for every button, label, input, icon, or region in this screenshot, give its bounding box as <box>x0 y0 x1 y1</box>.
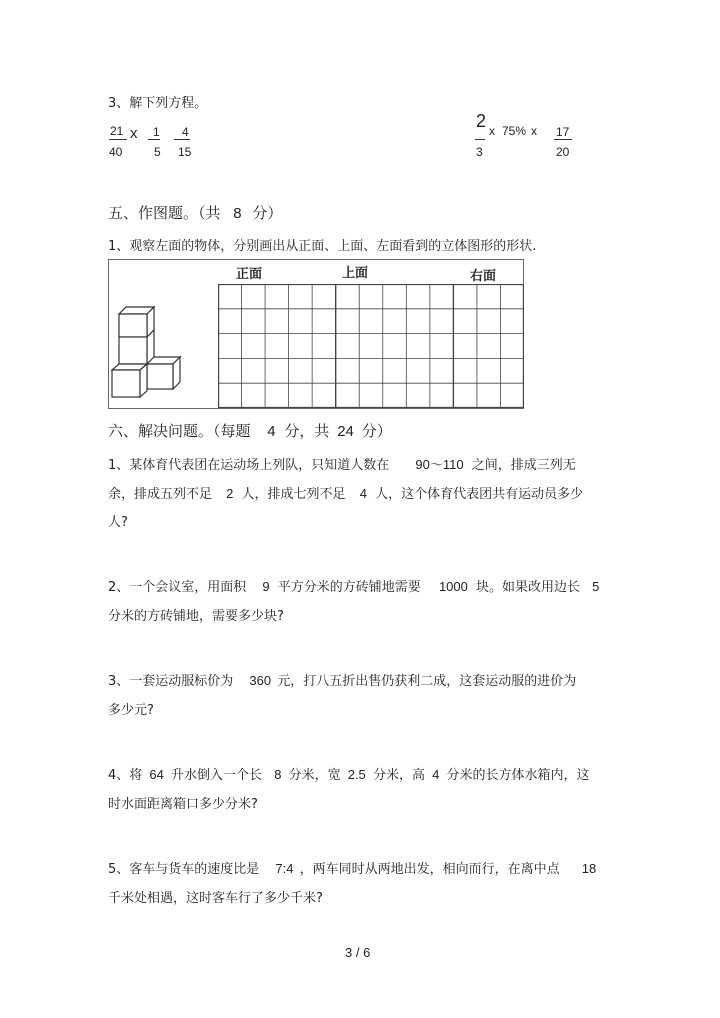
q1-number-1: 2 <box>226 486 234 501</box>
q3-text-a: 3、一套运动服标价为 <box>108 674 234 689</box>
q2-line-1 <box>108 576 599 595</box>
q4-width: 2.5 <box>347 767 366 782</box>
q5-line-1 <box>108 858 596 877</box>
eq1-numerator-2: 1 <box>153 125 160 139</box>
eq2-denominator-1: 3 <box>476 145 483 159</box>
eq1-numerator-3: 4 <box>182 125 189 139</box>
q1-line-1 <box>108 454 576 473</box>
section-5-title-prefix: 五、作图题。（共 <box>108 204 221 222</box>
q4-line-1 <box>108 764 589 783</box>
eq1-numerator-1: 21 <box>110 124 124 138</box>
q3-text-b: 元，打八五折出售仍获利二成，这套运动服的进价为 <box>277 674 577 689</box>
section-5-title-suffix: 分） <box>252 204 283 222</box>
q1-number-2: 4 <box>359 486 367 501</box>
page-number: 3 / 6 <box>345 945 371 960</box>
section-5-question-1: 1、观察左面的物体，分别画出从正面、上面、左面看到的立体图形的形状. <box>108 239 537 254</box>
section-6-title-c: 分） <box>361 422 392 440</box>
q4-text-a: 4、将 <box>108 768 143 783</box>
grid-label-front: 正面 <box>236 267 263 282</box>
drawing-figure <box>108 259 524 409</box>
eq2-fraction-bar-1 <box>475 139 485 140</box>
q4-length: 8 <box>274 767 282 782</box>
grid-label-top: 上面 <box>342 266 369 281</box>
eq1-fraction-bar-1 <box>109 139 127 140</box>
q4-volume: 64 <box>149 767 164 782</box>
eq2-denominator-2: 20 <box>556 145 570 159</box>
q5-ratio: 7:4 <box>275 861 294 876</box>
q4-height: 4 <box>432 767 440 782</box>
section-6-total: 24 <box>337 423 354 440</box>
q5-line-2: 千米处相遇，这时客车行了多少千米? <box>108 891 323 906</box>
eq2-fraction-bar-2 <box>554 139 572 140</box>
section-5-points: 8 <box>233 205 242 222</box>
q1-text-c: 余，排成五列不足 <box>108 487 213 502</box>
q5-text-b: ，两车同时从两地出发，相向而行，在离中点 <box>299 862 560 877</box>
q1-text-e: 人，这个体育代表团共有运动员多少 <box>375 487 584 502</box>
q1-text-a: 1、某体育代表团在运动场上列队，只知道人数在 <box>108 458 390 473</box>
section-6-title-b: 分，共 <box>284 422 330 440</box>
q2-line-2: 分米的方砖铺地，需要多少块? <box>108 609 284 624</box>
q2-text-b: 平方分米的方砖铺地需要 <box>277 580 421 595</box>
section-6-title <box>108 420 392 441</box>
q4-line-2: 时水面距离箱口多少分米? <box>108 797 258 812</box>
drawing-grid <box>218 284 524 408</box>
q4-text-c: 分米，宽 <box>288 768 341 783</box>
q4-text-d: 分米，高 <box>372 768 425 783</box>
eq1-denominator-1: 40 <box>109 145 123 159</box>
q2-area: 9 <box>262 579 270 594</box>
q5-text-a: 5、客车与货车的速度比是 <box>108 862 260 877</box>
q1-line-2 <box>108 483 583 502</box>
eq1-denominator-2: 5 <box>154 145 161 159</box>
eq2-variable-1: x <box>489 124 495 138</box>
eq1-denominator-3: 15 <box>178 145 192 159</box>
eq1-fraction-bar-3 <box>174 139 190 140</box>
q1-text-b: 之间，排成三列无 <box>471 458 576 473</box>
q2-text-c: 块。如果改用边长 <box>476 580 581 595</box>
eq2-numerator-1: 2 <box>476 111 487 131</box>
q2-count: 1000 <box>438 579 468 594</box>
section-6-title-a: 六、解决问题。（每题 <box>108 422 251 440</box>
q1-line-3: 人? <box>108 515 128 530</box>
section-3-heading: 3、解下列方程。 <box>108 96 208 111</box>
q2-side: 5 <box>592 579 600 594</box>
q3-price: 360 <box>249 673 272 688</box>
eq2-variable-2: x <box>531 124 537 138</box>
eq2-numerator-2: 17 <box>556 125 570 139</box>
q2-text-a: 2、一个会议室，用面积 <box>108 580 247 595</box>
q1-range: 90～110 <box>415 457 464 472</box>
q4-text-e: 分米的长方体水箱内，这 <box>446 768 590 783</box>
q1-text-d: 人，排成七列不足 <box>241 487 346 502</box>
eq2-percent: 75% <box>502 124 527 138</box>
q3-line-1 <box>108 670 576 689</box>
q5-distance: 18 <box>581 861 597 876</box>
section-5-title <box>108 202 282 223</box>
eq1-fraction-bar-2 <box>148 139 160 140</box>
q3-line-2: 多少元? <box>108 703 154 718</box>
grid-label-right: 右面 <box>470 269 497 284</box>
q4-text-b: 升水倒入一个长 <box>171 768 263 783</box>
eq1-variable: x <box>130 125 138 142</box>
section-6-per-question: 4 <box>267 423 276 440</box>
